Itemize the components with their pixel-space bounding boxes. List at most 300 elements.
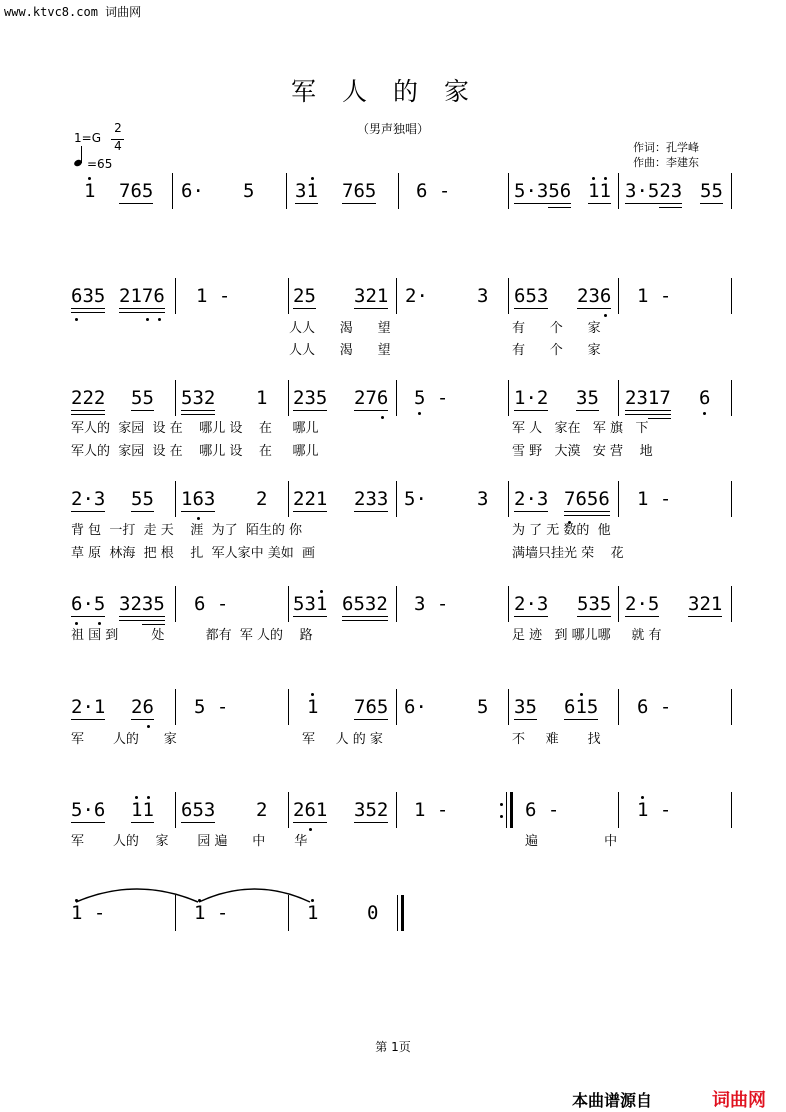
note-text: 2·3 — [71, 488, 106, 510]
barline — [175, 278, 176, 314]
note-text: 653 — [514, 285, 549, 307]
octave-dot-low — [418, 412, 421, 415]
note-group — [342, 180, 376, 202]
note-text: 1 - — [196, 285, 231, 307]
underline-beam — [119, 308, 165, 309]
note-group — [181, 387, 215, 409]
barline — [618, 586, 619, 622]
note-text: 1 - — [637, 488, 672, 510]
note-text: 6·5 — [71, 593, 106, 615]
barline — [731, 792, 732, 828]
note-text: 11 — [131, 799, 154, 821]
note-text: 1 — [307, 902, 319, 924]
barline — [396, 586, 397, 622]
note-group — [71, 285, 105, 307]
note-text: 5 - — [414, 387, 449, 409]
time-signature-bottom: 4 — [114, 139, 122, 153]
note-group — [514, 387, 548, 409]
note-text: 3 — [477, 488, 489, 510]
note-text: 2·1 — [71, 696, 106, 718]
underline-beam — [181, 511, 215, 512]
note-text: 55 — [131, 387, 154, 409]
lyric-line: 为 了 无 数的 他 — [512, 523, 611, 538]
page-number: 第 1页 — [375, 1040, 411, 1054]
note-group — [588, 180, 611, 202]
barline — [731, 689, 732, 725]
underline-beam — [564, 511, 610, 512]
note-text: 2 — [256, 488, 268, 510]
note-group — [625, 593, 659, 615]
underline-beam — [119, 312, 165, 313]
barline — [508, 380, 509, 416]
underline-beam — [131, 511, 154, 512]
note-group — [194, 902, 228, 924]
note-text: 2 — [256, 799, 268, 821]
note-text: 1·2 — [514, 387, 549, 409]
note-group — [71, 593, 105, 615]
barline — [618, 481, 619, 517]
note-group — [577, 593, 611, 615]
underline-beam — [293, 822, 327, 823]
note-text: 5·356 — [514, 180, 572, 202]
note-group — [307, 902, 318, 924]
note-group — [71, 387, 105, 409]
note-group — [342, 593, 388, 615]
note-text: 635 — [71, 285, 106, 307]
barline — [288, 689, 289, 725]
underline-beam — [577, 616, 611, 617]
note-group — [700, 180, 723, 202]
barline — [731, 481, 732, 517]
barline — [288, 792, 289, 828]
note-group — [354, 285, 388, 307]
note-group — [196, 285, 230, 307]
underline-beam — [119, 203, 153, 204]
note-group — [625, 180, 682, 202]
barline — [731, 586, 732, 622]
final-barline-thick — [401, 895, 404, 931]
underline-beam — [354, 719, 388, 720]
octave-dot-low — [309, 828, 312, 831]
barline — [175, 792, 176, 828]
barline — [175, 586, 176, 622]
note-text: 31 — [295, 180, 318, 202]
underline-beam — [514, 410, 548, 411]
song-title: 军人的家 — [290, 77, 495, 106]
underline-beam — [564, 515, 610, 516]
note-text: 261 — [293, 799, 328, 821]
octave-dot-low — [158, 318, 161, 321]
note-text: 3 — [477, 285, 489, 307]
note-text: 765 — [354, 696, 389, 718]
note-text: 1 - — [71, 902, 106, 924]
site-watermark: www.ktvc8.com 词曲网 — [4, 5, 142, 19]
note-group — [194, 593, 228, 615]
underline-beam — [588, 203, 611, 204]
key-signature: 1=G — [74, 131, 101, 145]
note-text: 1 - — [194, 902, 229, 924]
underline-beam — [293, 511, 327, 512]
note-group — [404, 696, 427, 718]
note-group — [119, 593, 165, 615]
note-group — [131, 488, 154, 510]
note-text: 321 — [354, 285, 389, 307]
note-group — [354, 799, 388, 821]
repeat-dot — [500, 803, 503, 806]
underline-beam — [71, 410, 105, 411]
note-group — [564, 696, 598, 718]
lyric-line: 有 个 家 — [512, 343, 601, 358]
note-group — [307, 696, 318, 718]
note-text: 615 — [564, 696, 599, 718]
barline — [288, 380, 289, 416]
barline — [508, 689, 509, 725]
lyric-line: 雪 野 大漠 安 营 地 — [512, 444, 653, 459]
note-group — [416, 180, 450, 202]
lyric-line: 军 人的 家 — [71, 732, 177, 747]
underline-beam — [514, 719, 537, 720]
barline — [731, 380, 732, 416]
octave-dot-low — [146, 318, 149, 321]
octave-dot-high — [311, 177, 314, 180]
note-group — [293, 488, 327, 510]
lyric-line: 人人 渴 望 — [289, 321, 391, 336]
note-text: 2·3 — [514, 593, 549, 615]
note-group — [576, 387, 599, 409]
note-text: 5·6 — [71, 799, 106, 821]
lyric-line: 遍 中 — [525, 834, 618, 849]
note-text: 0 — [367, 902, 379, 924]
note-group — [256, 488, 267, 510]
barline — [508, 481, 509, 517]
footer-source-text: 本曲谱源自 — [572, 1091, 653, 1110]
note-group — [514, 180, 571, 202]
underline-beam — [293, 410, 327, 411]
underline-beam — [354, 822, 388, 823]
note-text: 5 — [477, 696, 489, 718]
note-group — [477, 696, 488, 718]
note-group — [119, 180, 153, 202]
note-group — [71, 902, 105, 924]
note-text: 653 — [181, 799, 216, 821]
note-text: 532 — [181, 387, 216, 409]
barline — [286, 173, 287, 209]
note-group — [181, 488, 215, 510]
note-text: 3235 — [119, 593, 165, 615]
note-text: 765 — [342, 180, 377, 202]
note-group — [256, 799, 267, 821]
underline-beam — [514, 511, 548, 512]
underline-beam — [71, 822, 105, 823]
note-group — [477, 488, 488, 510]
underline-beam-partial — [548, 207, 571, 208]
note-text: 6 - — [416, 180, 451, 202]
lyric-line: 军人的 家园 设 在 哪儿 设 在 哪儿 — [71, 444, 319, 459]
lyricist-credit: 作词：孔学峰 — [633, 141, 699, 154]
note-group — [256, 387, 267, 409]
underline-beam — [700, 203, 723, 204]
underline-beam — [688, 616, 722, 617]
note-group — [71, 696, 105, 718]
lyric-line: 满墙只挂光 荣 花 — [512, 546, 624, 561]
note-text: 2·3 — [514, 488, 549, 510]
final-barline — [397, 895, 398, 931]
underline-beam — [71, 616, 105, 617]
lyric-line: 背 包 一打 走 天 涯 为了 陌生的 你 — [71, 523, 302, 538]
note-group — [699, 387, 710, 409]
barline — [396, 278, 397, 314]
note-group — [354, 696, 388, 718]
note-text: 55 — [700, 180, 723, 202]
note-text: 235 — [293, 387, 328, 409]
note-group — [295, 180, 318, 202]
note-text: 276 — [354, 387, 389, 409]
note-group — [131, 799, 154, 821]
note-group — [293, 285, 316, 307]
note-text: 55 — [131, 488, 154, 510]
barline — [618, 278, 619, 314]
note-text: 6 - — [525, 799, 560, 821]
note-text: 1 — [256, 387, 268, 409]
note-text: 1 - — [637, 799, 672, 821]
note-group — [243, 180, 254, 202]
barline — [175, 481, 176, 517]
note-group — [293, 387, 327, 409]
note-text: 1 — [307, 696, 319, 718]
note-group — [404, 488, 427, 510]
note-group — [71, 488, 105, 510]
lyric-line: 人人 渴 望 — [289, 343, 391, 358]
note-text: 7656 — [564, 488, 610, 510]
underline-beam — [71, 719, 105, 720]
note-text: 35 — [576, 387, 599, 409]
note-text: 1 — [84, 180, 96, 202]
repeat-barline — [506, 792, 507, 828]
note-group — [293, 799, 327, 821]
underline-beam — [71, 308, 105, 309]
underline-beam — [514, 308, 548, 309]
tempo-marking: =65 — [87, 157, 113, 171]
lyric-line: 不 难 找 — [512, 732, 601, 747]
note-group — [525, 799, 559, 821]
octave-dot-low — [703, 412, 706, 415]
note-text: 3·523 — [625, 180, 683, 202]
note-group — [637, 285, 671, 307]
note-text: 236 — [577, 285, 612, 307]
note-group — [293, 593, 327, 615]
underline-beam — [71, 414, 105, 415]
underline-beam — [181, 414, 215, 415]
barline — [731, 173, 732, 209]
note-text: 5 - — [194, 696, 229, 718]
note-text: 26 — [131, 696, 154, 718]
lyric-line: 祖 国 到 处 都有 军 人的 路 — [71, 628, 313, 643]
note-group — [181, 799, 215, 821]
underline-beam — [293, 616, 327, 617]
underline-beam — [625, 203, 682, 204]
note-text: 35 — [514, 696, 537, 718]
lyric-line: 军人的 家园 设 在 哪儿 设 在 哪儿 — [71, 421, 319, 436]
lyric-line: 军 人 的 家 — [302, 732, 383, 747]
note-text: 535 — [577, 593, 612, 615]
underline-beam — [71, 312, 105, 313]
underline-beam — [131, 822, 154, 823]
note-text: 2317 — [625, 387, 671, 409]
note-group — [181, 180, 204, 202]
barline — [175, 380, 176, 416]
repeat-dot — [500, 815, 503, 818]
note-text: 163 — [181, 488, 216, 510]
note-text: 25 — [293, 285, 316, 307]
barline — [288, 586, 289, 622]
octave-dot-low — [604, 314, 607, 317]
barline — [618, 689, 619, 725]
note-text: 5 — [243, 180, 255, 202]
underline-beam — [342, 203, 376, 204]
note-group — [514, 488, 548, 510]
underline-beam — [295, 203, 318, 204]
barline — [396, 380, 397, 416]
note-text: 222 — [71, 387, 106, 409]
composer-credit: 作曲：李建东 — [633, 156, 699, 169]
note-group — [367, 902, 378, 924]
underline-beam — [576, 410, 599, 411]
barline — [288, 481, 289, 517]
note-group — [131, 696, 154, 718]
octave-dot-low — [381, 416, 384, 419]
note-text: 1 - — [637, 285, 672, 307]
note-group — [405, 285, 428, 307]
note-text: 6· — [181, 180, 204, 202]
note-group — [637, 696, 671, 718]
note-text: 765 — [119, 180, 154, 202]
underline-beam — [131, 410, 154, 411]
underline-beam — [181, 410, 215, 411]
note-text: 2· — [405, 285, 428, 307]
note-group — [194, 696, 228, 718]
barline — [396, 481, 397, 517]
underline-beam — [625, 410, 671, 411]
barline — [618, 173, 619, 209]
note-text: 3 - — [414, 593, 449, 615]
barline — [508, 173, 509, 209]
underline-beam — [354, 410, 388, 411]
barline — [618, 380, 619, 416]
repeat-barline-thick — [510, 792, 513, 828]
note-text: 6 - — [637, 696, 672, 718]
note-text: 11 — [588, 180, 611, 202]
note-group — [71, 799, 105, 821]
note-group — [354, 488, 388, 510]
octave-dot-high — [580, 693, 583, 696]
footer-brand-logo: 词曲网 — [712, 1090, 766, 1111]
underline-beam — [354, 511, 388, 512]
underline-beam — [564, 719, 598, 720]
note-group — [514, 285, 548, 307]
note-text: 233 — [354, 488, 389, 510]
note-group — [564, 488, 610, 510]
barline — [618, 792, 619, 828]
underline-beam — [625, 414, 671, 415]
underline-beam — [119, 620, 165, 621]
note-text: 6 - — [194, 593, 229, 615]
octave-dot-high — [147, 796, 150, 799]
underline-beam — [131, 719, 154, 720]
barline — [731, 278, 732, 314]
note-text: 2176 — [119, 285, 165, 307]
note-group — [414, 593, 448, 615]
underline-beam — [342, 616, 388, 617]
underline-beam — [577, 308, 611, 309]
underline-beam — [71, 511, 105, 512]
note-text: 352 — [354, 799, 389, 821]
underline-beam-partial — [659, 207, 682, 208]
note-text: 531 — [293, 593, 328, 615]
note-text: 6 — [699, 387, 711, 409]
barline — [396, 792, 397, 828]
quarter-note-icon — [73, 159, 83, 168]
barline — [288, 278, 289, 314]
note-text: 5· — [404, 488, 427, 510]
underline-beam — [342, 620, 388, 621]
lyric-line: 有 个 家 — [512, 321, 601, 336]
note-text: 221 — [293, 488, 328, 510]
note-group — [131, 387, 154, 409]
barline — [172, 173, 173, 209]
underline-beam-partial — [648, 418, 671, 419]
note-group — [637, 799, 671, 821]
note-group — [514, 593, 548, 615]
lyric-line: 军 人 家在 军 旗 下 — [512, 421, 649, 436]
tie-slur — [197, 882, 312, 904]
barline — [508, 278, 509, 314]
barline — [398, 173, 399, 209]
underline-beam — [514, 203, 571, 204]
octave-dot-high — [604, 177, 607, 180]
note-group — [577, 285, 611, 307]
note-group — [414, 387, 448, 409]
underline-beam — [514, 616, 548, 617]
note-group — [414, 799, 448, 821]
underline-beam — [293, 308, 316, 309]
note-group — [477, 285, 488, 307]
note-text: 6· — [404, 696, 427, 718]
barline — [175, 689, 176, 725]
note-group — [119, 285, 165, 307]
barline — [396, 689, 397, 725]
time-signature-top: 2 — [114, 121, 122, 135]
lyric-line: 足 迹 到 哪儿哪 就 有 — [512, 628, 662, 643]
note-text: 321 — [688, 593, 723, 615]
note-group — [84, 180, 95, 202]
song-subtitle: （男声独唱） — [356, 122, 429, 136]
octave-dot-low — [75, 318, 78, 321]
note-text: 1 - — [414, 799, 449, 821]
note-group — [688, 593, 722, 615]
underline-beam — [181, 822, 215, 823]
note-group — [625, 387, 671, 409]
note-text: 6532 — [342, 593, 388, 615]
lyric-line: 草 原 林海 把 根 扎 军人家中 美如 画 — [71, 546, 315, 561]
tie-slur — [74, 882, 200, 904]
lyric-line: 军 人的 家 园 遍 中 华 — [71, 834, 308, 849]
note-group — [637, 488, 671, 510]
note-text: 2·5 — [625, 593, 660, 615]
note-group — [354, 387, 388, 409]
underline-beam — [354, 308, 388, 309]
underline-beam — [119, 616, 165, 617]
underline-beam — [625, 616, 659, 617]
